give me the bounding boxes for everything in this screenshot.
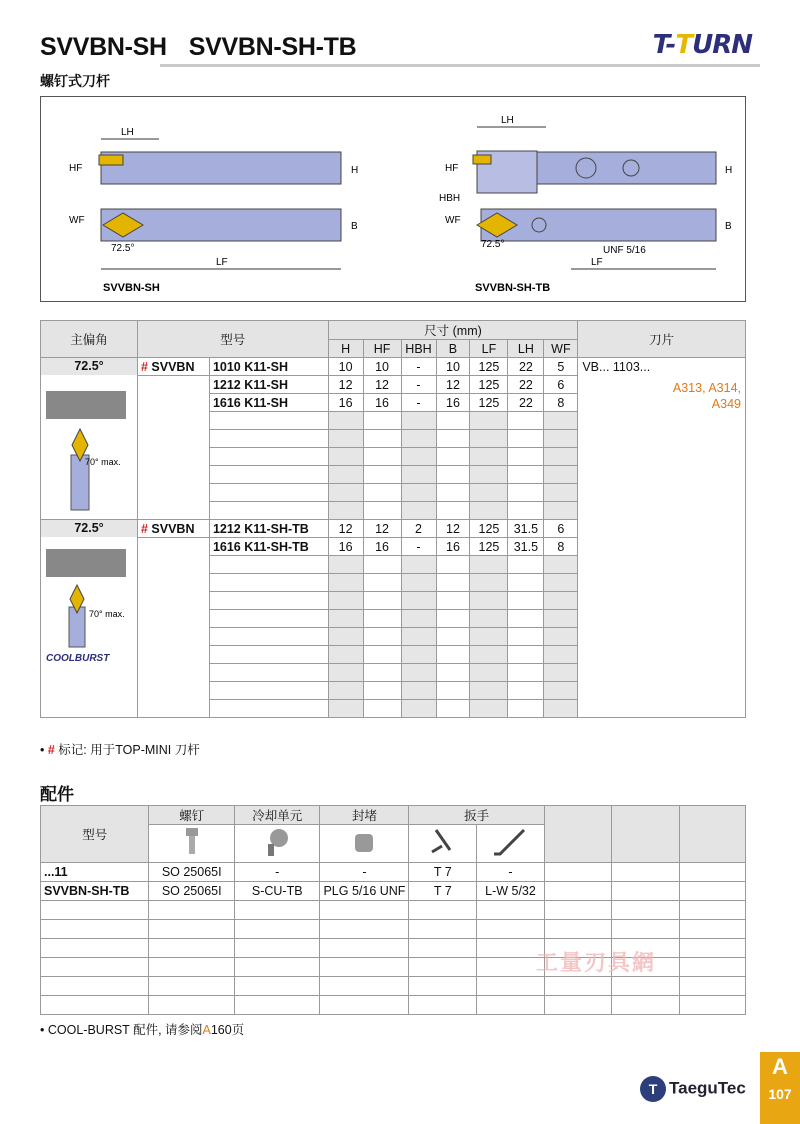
model-prefix-1: # SVVBN: [137, 358, 209, 376]
torx-wrench-icon: [409, 825, 477, 863]
acc-col-model: 型号: [41, 806, 149, 863]
spec-table: [40, 320, 746, 718]
col-dims: 尺寸 (mm): [328, 321, 578, 340]
tb-insert-side: [473, 155, 491, 164]
diagram-box: [40, 96, 746, 302]
empty-row: [41, 901, 746, 920]
empty-row: [41, 996, 746, 1015]
label-lf-left: LF: [216, 257, 228, 268]
col-hbh: HBH: [401, 340, 436, 358]
label-hbh-right: HBH: [439, 193, 461, 204]
workpiece-shape: [46, 391, 126, 419]
col-b: B: [436, 340, 470, 358]
table-row: 1212 K11-SH 12 12 - 12 125 22 6: [41, 376, 746, 394]
label-angle-left: 72.5°: [111, 243, 135, 254]
cooling-unit-icon: [234, 825, 319, 863]
max-angle-2: 70° max.: [89, 609, 126, 619]
logo-icon: T: [640, 1076, 666, 1102]
angle-cell-2: 72.5° 70° max. COOLBURST: [41, 520, 138, 718]
label-hf-right: HF: [445, 163, 459, 174]
col-hf: HF: [363, 340, 401, 358]
acc-col-cool: 冷却单元: [234, 806, 319, 825]
page-subtitle: 螺钉式刀杆: [40, 73, 110, 89]
col-lf: LF: [470, 340, 508, 358]
label-wf-left: WF: [69, 215, 85, 226]
table-row: 1616 K11-SH-TB 16 16 - 16 125 31.5 8: [41, 538, 746, 556]
insert-cell: VB... 1103... A313, A314, A349: [578, 358, 746, 718]
insert-side: [99, 155, 123, 165]
acc-col-screw: 螺钉: [149, 806, 235, 825]
label-h-left: H: [351, 165, 359, 176]
caption-left: SVVBN-SH: [103, 282, 160, 294]
caption-right: SVVBN-SH-TB: [475, 282, 551, 294]
title-rule: [160, 64, 760, 67]
col-wf: WF: [544, 340, 578, 358]
label-b-left: B: [351, 221, 358, 232]
taegutec-logo: T TaeguTec: [640, 1076, 746, 1102]
label-unf: UNF 5/16: [603, 245, 646, 256]
plug-icon: [320, 825, 409, 863]
table-row: 72.5° 70° max. # SVVBN 1010 K11-SH 10 10 - 10 125 22 5 VB... 1103... A313, A314, A349: [41, 358, 746, 376]
accessories-table: [40, 805, 746, 1015]
page-tab: A 107: [760, 1052, 800, 1124]
label-lh-left: LH: [121, 127, 134, 138]
col-insert: 刀片: [578, 321, 746, 358]
table-row: SVVBN-SH-TB SO 25065I S-CU-TB PLG 5/16 UNF T 7 L-W 5/32: [41, 882, 746, 901]
accessories-title: 配件: [40, 785, 74, 804]
brand-logo: T-TURN: [652, 30, 752, 60]
note-coolburst: • COOL-BURST 配件, 请参阅A160页: [40, 1023, 245, 1037]
table-row: 1616 K11-SH 16 16 - 16 125 22 8: [41, 394, 746, 412]
insert-refs: A313, A314, A349: [672, 381, 741, 411]
table-row: ...11 SO 25065I - - T 7 -: [41, 863, 746, 882]
col-lh: LH: [508, 340, 544, 358]
col-angle: 主偏角: [41, 321, 138, 358]
screw-icon: [149, 825, 235, 863]
label-b-right: B: [725, 221, 732, 232]
note-top-mini: • # 标记: 用于TOP-MINI 刀杆: [40, 743, 200, 757]
workpiece-shape: [46, 549, 126, 577]
label-h-right: H: [725, 165, 733, 176]
holder-side-view: [101, 152, 341, 184]
page-title: SVVBN-SH SVVBN-SH-TB: [40, 33, 357, 61]
angle-cell-1: 72.5° 70° max.: [41, 358, 138, 520]
holder-icon-2: [41, 537, 136, 667]
watermark: 工量刃具網: [536, 950, 657, 975]
tool-diagram: [41, 97, 747, 303]
label-wf-right: WF: [445, 215, 461, 226]
acc-col-wrench: 扳手: [409, 806, 544, 825]
col-h: H: [328, 340, 363, 358]
model-1: 1010 K11-SH: [209, 358, 328, 376]
label-hf-left: HF: [69, 163, 83, 174]
label-lf-right: LF: [591, 257, 603, 268]
empty-row: [41, 977, 746, 996]
model-prefix-2: # SVVBN: [137, 520, 209, 538]
label-angle-right: 72.5°: [481, 239, 505, 250]
max-angle-1: 70° max.: [85, 457, 122, 467]
col-model: 型号: [137, 321, 328, 358]
holder-icon-1: [41, 375, 136, 515]
table-row: 72.5° 70° max. COOLBURST # SVVBN 1212 K11-SH-TB 12 12 2 12 125 31.5 6: [41, 520, 746, 538]
coolburst-logo: COOLBURST: [46, 653, 110, 664]
hex-key-icon: [477, 825, 545, 863]
empty-row: [41, 920, 746, 939]
page-number: 107: [768, 1086, 792, 1102]
acc-col-plug: 封堵: [320, 806, 409, 825]
label-lh-right: LH: [501, 115, 514, 126]
